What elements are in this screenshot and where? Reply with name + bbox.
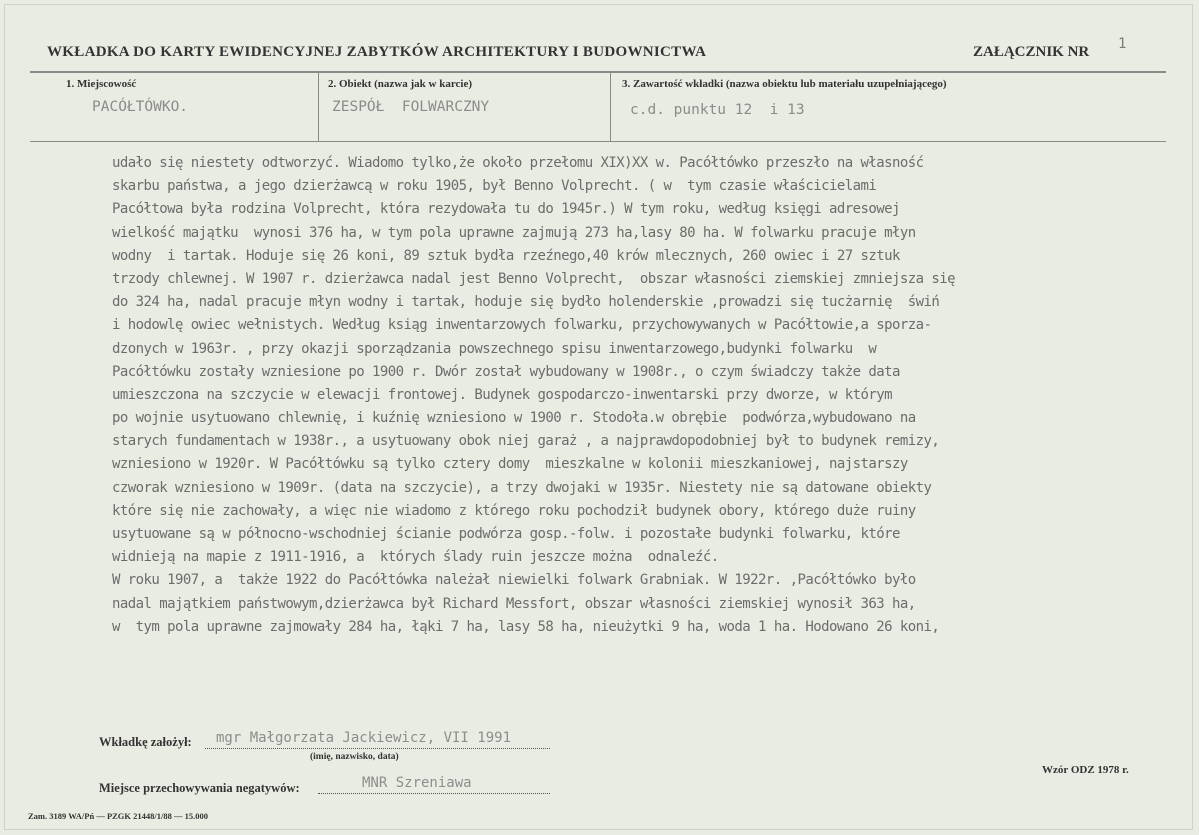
form-title: WKŁADKA DO KARTY EWIDENCYJNEJ ZABYTKÓW ARCHITEKTURY I BUDOWNICTWA: [47, 44, 707, 60]
body-line: umieszczona na szczycie w elewacji frontowej. Budynek gospodarczo-inwentarski przy dworze, w którym: [112, 386, 892, 403]
body-line: czworak wzniesiono w 1909r. (data na szczycie), a trzy dwojaki w 1935r. Niestety nie są datowane obiekty: [112, 479, 932, 496]
body-line: Pacółtowa była rodzina Volprecht, która rezydowała tu do 1945r.) W tym roku, według księgi adresowej: [112, 201, 900, 218]
body-line: wielkość majątku wynosi 376 ha, w tym pola uprawne zajmują 273 ha,lasy 80 ha. W folwarku pracuje młyn: [112, 224, 916, 241]
body-line: starych fundamentach w 1938r., a usytuowany obok niej garaż , a najprawdopodobniej był to budynek remizy,: [112, 433, 940, 450]
body-line: Pacółtówku zostały wzniesione po 1900 r. Dwór został wybudowany w 1908r., o czym świadczy także data: [112, 363, 900, 380]
body-line: i hodowlę owiec wełnistych. Według ksiąg inwentarzowych folwarku, przychowywanych w Pacółtowie,a sporza-: [112, 317, 932, 334]
body-line: W roku 1907, a także 1922 do Pacółtówka należał niewielki folwark Grabniak. W 1922r. ,Pacółtówko było: [112, 572, 916, 589]
founded-hint: (imię, nazwisko, data): [310, 752, 399, 762]
object-value: ZESPÓŁ FOLWARCZNY: [332, 99, 490, 115]
column-divider-1: [318, 71, 319, 141]
founded-dotted-line: [205, 748, 550, 749]
body-line: dzonych w 1963r. , przy okazji sporządzania powszechnego spisu inwentarzowego,budynki folwarku w: [112, 340, 877, 357]
body-line: nadal majątkiem państwowym,dzierżawca był Richard Messfort, obszar własności ziemskiej wynosił 363 ha,: [112, 595, 916, 612]
header-rule-top: [30, 71, 1166, 73]
print-mark: Zam. 3189 WA/Pń — PZGK 21448/1/88 — 15.000: [28, 811, 209, 821]
contents-value: c.d. punktu 12 i 13: [630, 102, 805, 118]
founded-label: Wkładkę założył:: [99, 735, 192, 749]
body-line: w tym pola uprawne zajmowały 284 ha, łąki 7 ha, lasy 58 ha, nieużytki 9 ha, woda 1 ha. Hodowano 26 koni,: [112, 618, 940, 635]
body-line: do 324 ha, nadal pracuje młyn wodny i tartak, hoduje się bydło holenderskie ,prowadzi się tucżarnię świń: [112, 294, 940, 311]
appendix-label: ZAŁĄCZNIK NR: [973, 44, 1090, 60]
body-line: usytuowane są w północno-wschodniej ścianie podwórza gosp.-folw. i pozostałe budynki folwarku, które: [112, 526, 900, 542]
locality-value: PACÓŁTÓWKO.: [92, 99, 189, 115]
body-line: widnieją na mapie z 1911-1916, a których ślady ruin jeszcze można odnaleźć.: [112, 549, 719, 566]
founded-value: mgr Małgorzata Jackiewicz, VII 1991: [216, 730, 512, 746]
storage-label: Miejsce przechowywania negatywów:: [99, 781, 300, 795]
body-line: wzniesiono w 1920r. W Pacółtówku są tylko cztery domy mieszkalne w kolonii mieszkaniowej, najstarszy: [112, 456, 908, 473]
body-line: trzody chlewnej. W 1907 r. dzierżawca nadal jest Benno Volprecht, obszar własności ziemskiej zmniejsza się: [112, 270, 956, 287]
body-line: wodny i tartak. Hoduje się 26 koni, 89 sztuk bydła rzeźnego,40 krów mlecznych, 260 owiec i 27 sztuk: [112, 247, 900, 264]
body-line: udało się niestety odtworzyć. Wiadomo tylko,że około przełomu XIX)XX w. Pacółtówko przeszło na własność: [112, 155, 924, 171]
storage-dotted-line: [318, 793, 550, 794]
contents-label: 3. Zawartość wkładki (nazwa obiektu lub materiału uzupełniającego): [622, 78, 947, 90]
locality-label: 1. Miejscowość: [66, 78, 137, 90]
body-text: [112, 152, 955, 639]
appendix-number: 1: [1118, 36, 1127, 52]
object-label: 2. Obiekt (nazwa jak w karcie): [328, 78, 473, 90]
body-line: skarbu państwa, a jego dzierżawcą w roku 1905, był Benno Volprecht. ( w tym czasie właścicielami: [112, 178, 877, 195]
column-divider-2: [610, 71, 611, 141]
storage-value: MNR Szreniawa: [362, 775, 472, 791]
body-line: po wojnie usytuowano chlewnię, i kuźnię wzniesiono w 1900 r. Stodoła.w obrębie podwórza,wybudowano na: [112, 410, 916, 427]
body-line: które się nie zachowały, a więc nie wiadomo z którego roku pochodził budynek obory, którego duże ruiny: [112, 502, 916, 519]
header-rule-bottom: [30, 141, 1166, 142]
form-mark: Wzór ODZ 1978 r.: [1042, 764, 1129, 776]
